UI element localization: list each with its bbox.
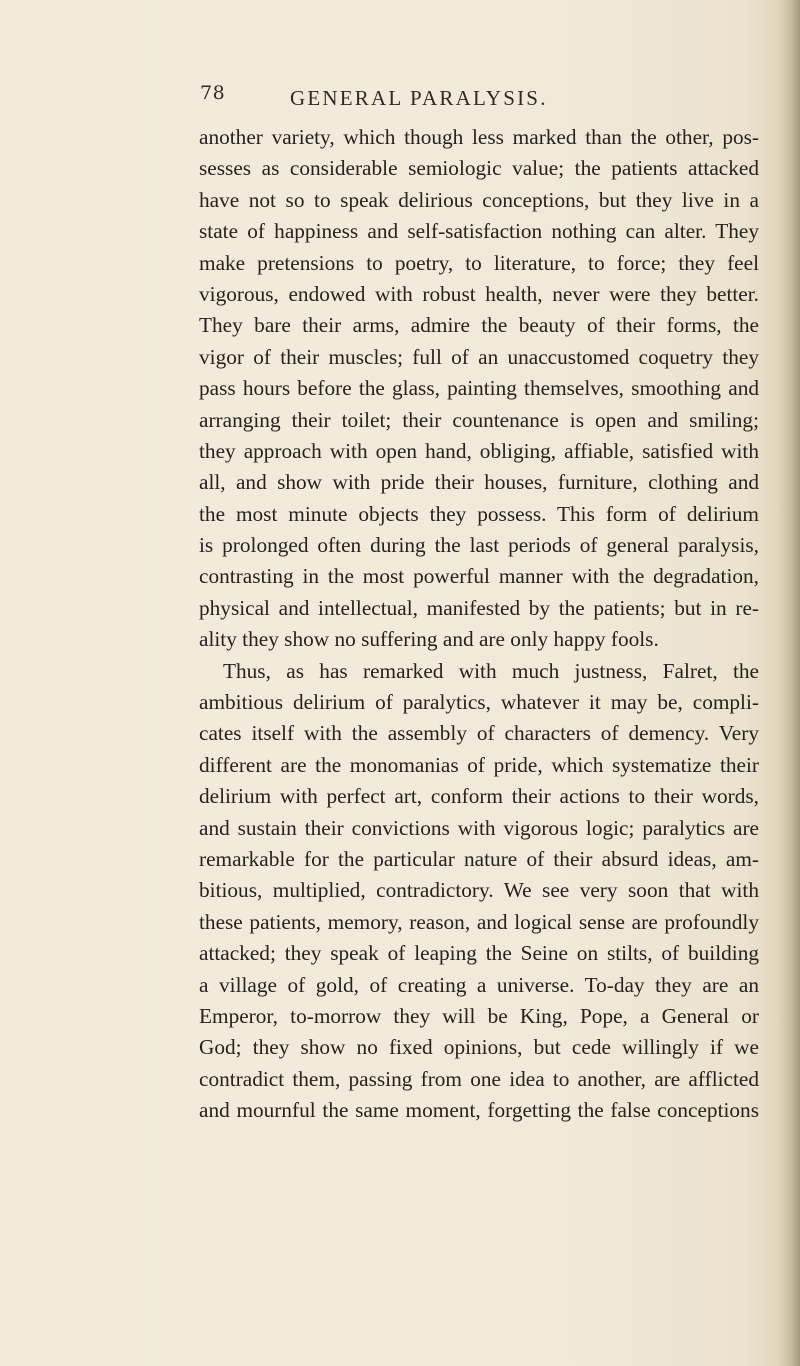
text-line: sesses as considerable semiologic value; the patients attacked xyxy=(199,156,759,181)
text-line: attacked; they speak of leaping the Seine on stilts, of building xyxy=(199,941,759,966)
text-line: vigorous, endowed with robust health, never were they better. xyxy=(199,281,759,306)
text-line: delirium with perfect art, conform their actions to their words, xyxy=(199,784,759,809)
text-line: ambitious delirium of paralytics, whatever it may be, compli- xyxy=(199,690,759,715)
text-line: pass hours before the glass, painting themselves, smoothing and xyxy=(199,376,759,401)
paragraph-first-line: Thus, as has remarked with much justness, Falret, the xyxy=(223,658,759,683)
text-line: bitious, multiplied, contradictory. We see very soon that with xyxy=(199,878,759,903)
text-line: remarkable for the particular nature of their absurd ideas, am- xyxy=(199,846,759,871)
text-line: these patients, memory, reason, and logical sense are profoundly xyxy=(199,909,759,934)
text-line: God; they show no fixed opinions, but cede willingly if we xyxy=(199,1035,759,1060)
page-edge-shadow xyxy=(778,0,800,1366)
text-line: cates itself with the assembly of characters of demency. Very xyxy=(199,721,759,746)
text-line: and sustain their convictions with vigorous logic; paralytics are xyxy=(199,815,759,840)
text-line: contradict them, passing from one idea to another, are afflicted xyxy=(199,1066,759,1091)
text-line: have not so to speak delirious conceptions, but they live in a xyxy=(199,187,759,212)
text-line: They bare their arms, admire the beauty of their forms, the xyxy=(199,313,759,338)
text-line: state of happiness and self-satisfaction nothing can alter. They xyxy=(199,219,759,244)
text-line: arranging their toilet; their countenance is open and smiling; xyxy=(199,407,759,432)
body-text xyxy=(199,122,759,1127)
page-number: 78 xyxy=(200,82,226,104)
text-line: the most minute objects they possess. This form of delirium xyxy=(199,501,759,526)
text-line: and mournful the same moment, forgetting the false conceptions xyxy=(199,1098,759,1123)
text-line: a village of gold, of creating a universe. To-day they are an xyxy=(199,972,759,997)
text-line: make pretensions to poetry, to literature, to force; they feel xyxy=(199,250,759,275)
running-head: GENERAL PARALYSIS. xyxy=(290,86,548,110)
text-line: is prolonged often during the last periods of general paralysis, xyxy=(199,533,759,558)
text-line: different are the monomanias of pride, which systematize their xyxy=(199,752,759,777)
text-line: all, and show with pride their houses, furniture, clothing and xyxy=(199,470,759,495)
text-line: Emperor, to-morrow they will be King, Pope, a General or xyxy=(199,1003,759,1028)
text-line: contrasting in the most powerful manner with the degradation, xyxy=(199,564,759,589)
paragraph-last-line: ality they show no suffering and are only happy fools. xyxy=(199,627,659,652)
text-line: another variety, which though less marked than the other, pos- xyxy=(199,125,759,149)
text-line: they approach with open hand, obliging, affiable, satisfied with xyxy=(199,438,759,463)
text-line: vigor of their muscles; full of an unaccustomed coquetry they xyxy=(199,344,759,369)
text-line: physical and intellectual, manifested by the patients; but in re- xyxy=(199,595,759,620)
